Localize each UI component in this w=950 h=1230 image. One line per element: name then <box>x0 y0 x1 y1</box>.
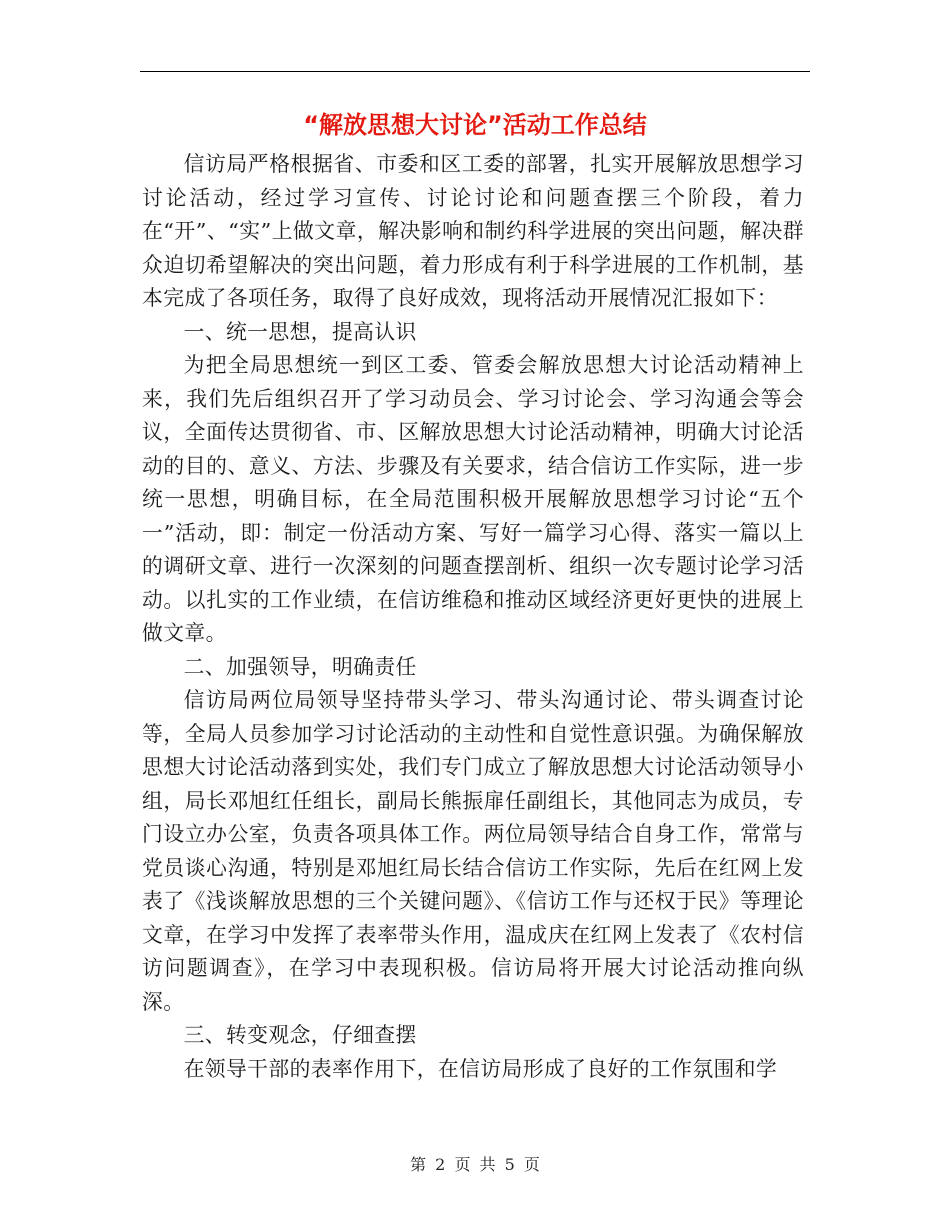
section-3-paragraph: 在领导干部的表率作用下，在信访局形成了良好的工作氛围和学 <box>183 1056 778 1081</box>
document-title: “解放思想大讨论”活动工作总结 <box>303 111 647 139</box>
section-heading-2: 二、加强领导，明确责任 <box>183 654 417 679</box>
intro-paragraph: 信访局严格根据省、市委和区工委的部署，扎实开展解放思想学习讨论活动，经过学习宣传、讨论讨论和问题查摆三个阶段，着力在“开”、“实”上做文章，解决影响和制约科学进展的突出问题，解决群众迫切希望解决的突出问题，着力形成有利于科学进展的工作机制，基本完成了各项任务，取得了良好成效，现将活动开展情况汇报如下： <box>142 152 804 310</box>
section-heading-1: 一、统一思想，提高认识 <box>183 319 417 344</box>
section-heading-3: 三、转变观念，仔细查摆 <box>183 1023 417 1047</box>
document-body <box>142 148 804 1086</box>
section-1-paragraph: 为把全局思想统一到区工委、管委会解放思想大讨论活动精神上来，我们先后组织召开了学习动员会、学习讨论会、学习沟通会等会议，全面传达贯彻省、市、区解放思想大讨论活动精神，明确大讨论活动的目的、意义、方法、步骤及有关要求，结合信访工作实际，进一步统一思想，明确目标，在全局范围积极开展解放思想学习讨论“五个一”活动，即：制定一份活动方案、写好一篇学习心得、落实一篇以上的调研文章、进行一次深刻的问题查摆剖析、组织一次专题讨论学习活动。以扎实的工作业绩，在信访维稳和推动区域经济更好更快的进展上做文章。 <box>142 353 804 645</box>
page-number-footer: 第 2 页 共 5 页 <box>410 1155 540 1174</box>
section-2-paragraph: 信访局两位局领导坚持带头学习、带头沟通讨论、带头调查讨论等，全局人员参加学习讨论活动的主动性和自觉性意识强。为确保解放思想大讨论活动落到实处，我们专门成立了解放思想大讨论活动领导小组，局长邓旭红任组长，副局长熊振扉任副组长，其他同志为成员，专门设立办公室，负责各项具体工作。两位局领导结合自身工作，常常与党员谈心沟通，特别是邓旭红局长结合信访工作实际，先后在红网上发表了《浅谈解放思想的三个关键问题》、《信访工作与还权于民》等理论文章，在学习中发挥了表率带头作用，温成庆在红网上发表了《农村信访问题调查》，在学习中表现积极。信访局将开展大讨论活动推向纵深。 <box>142 688 804 1014</box>
header-rule <box>140 71 810 72</box>
